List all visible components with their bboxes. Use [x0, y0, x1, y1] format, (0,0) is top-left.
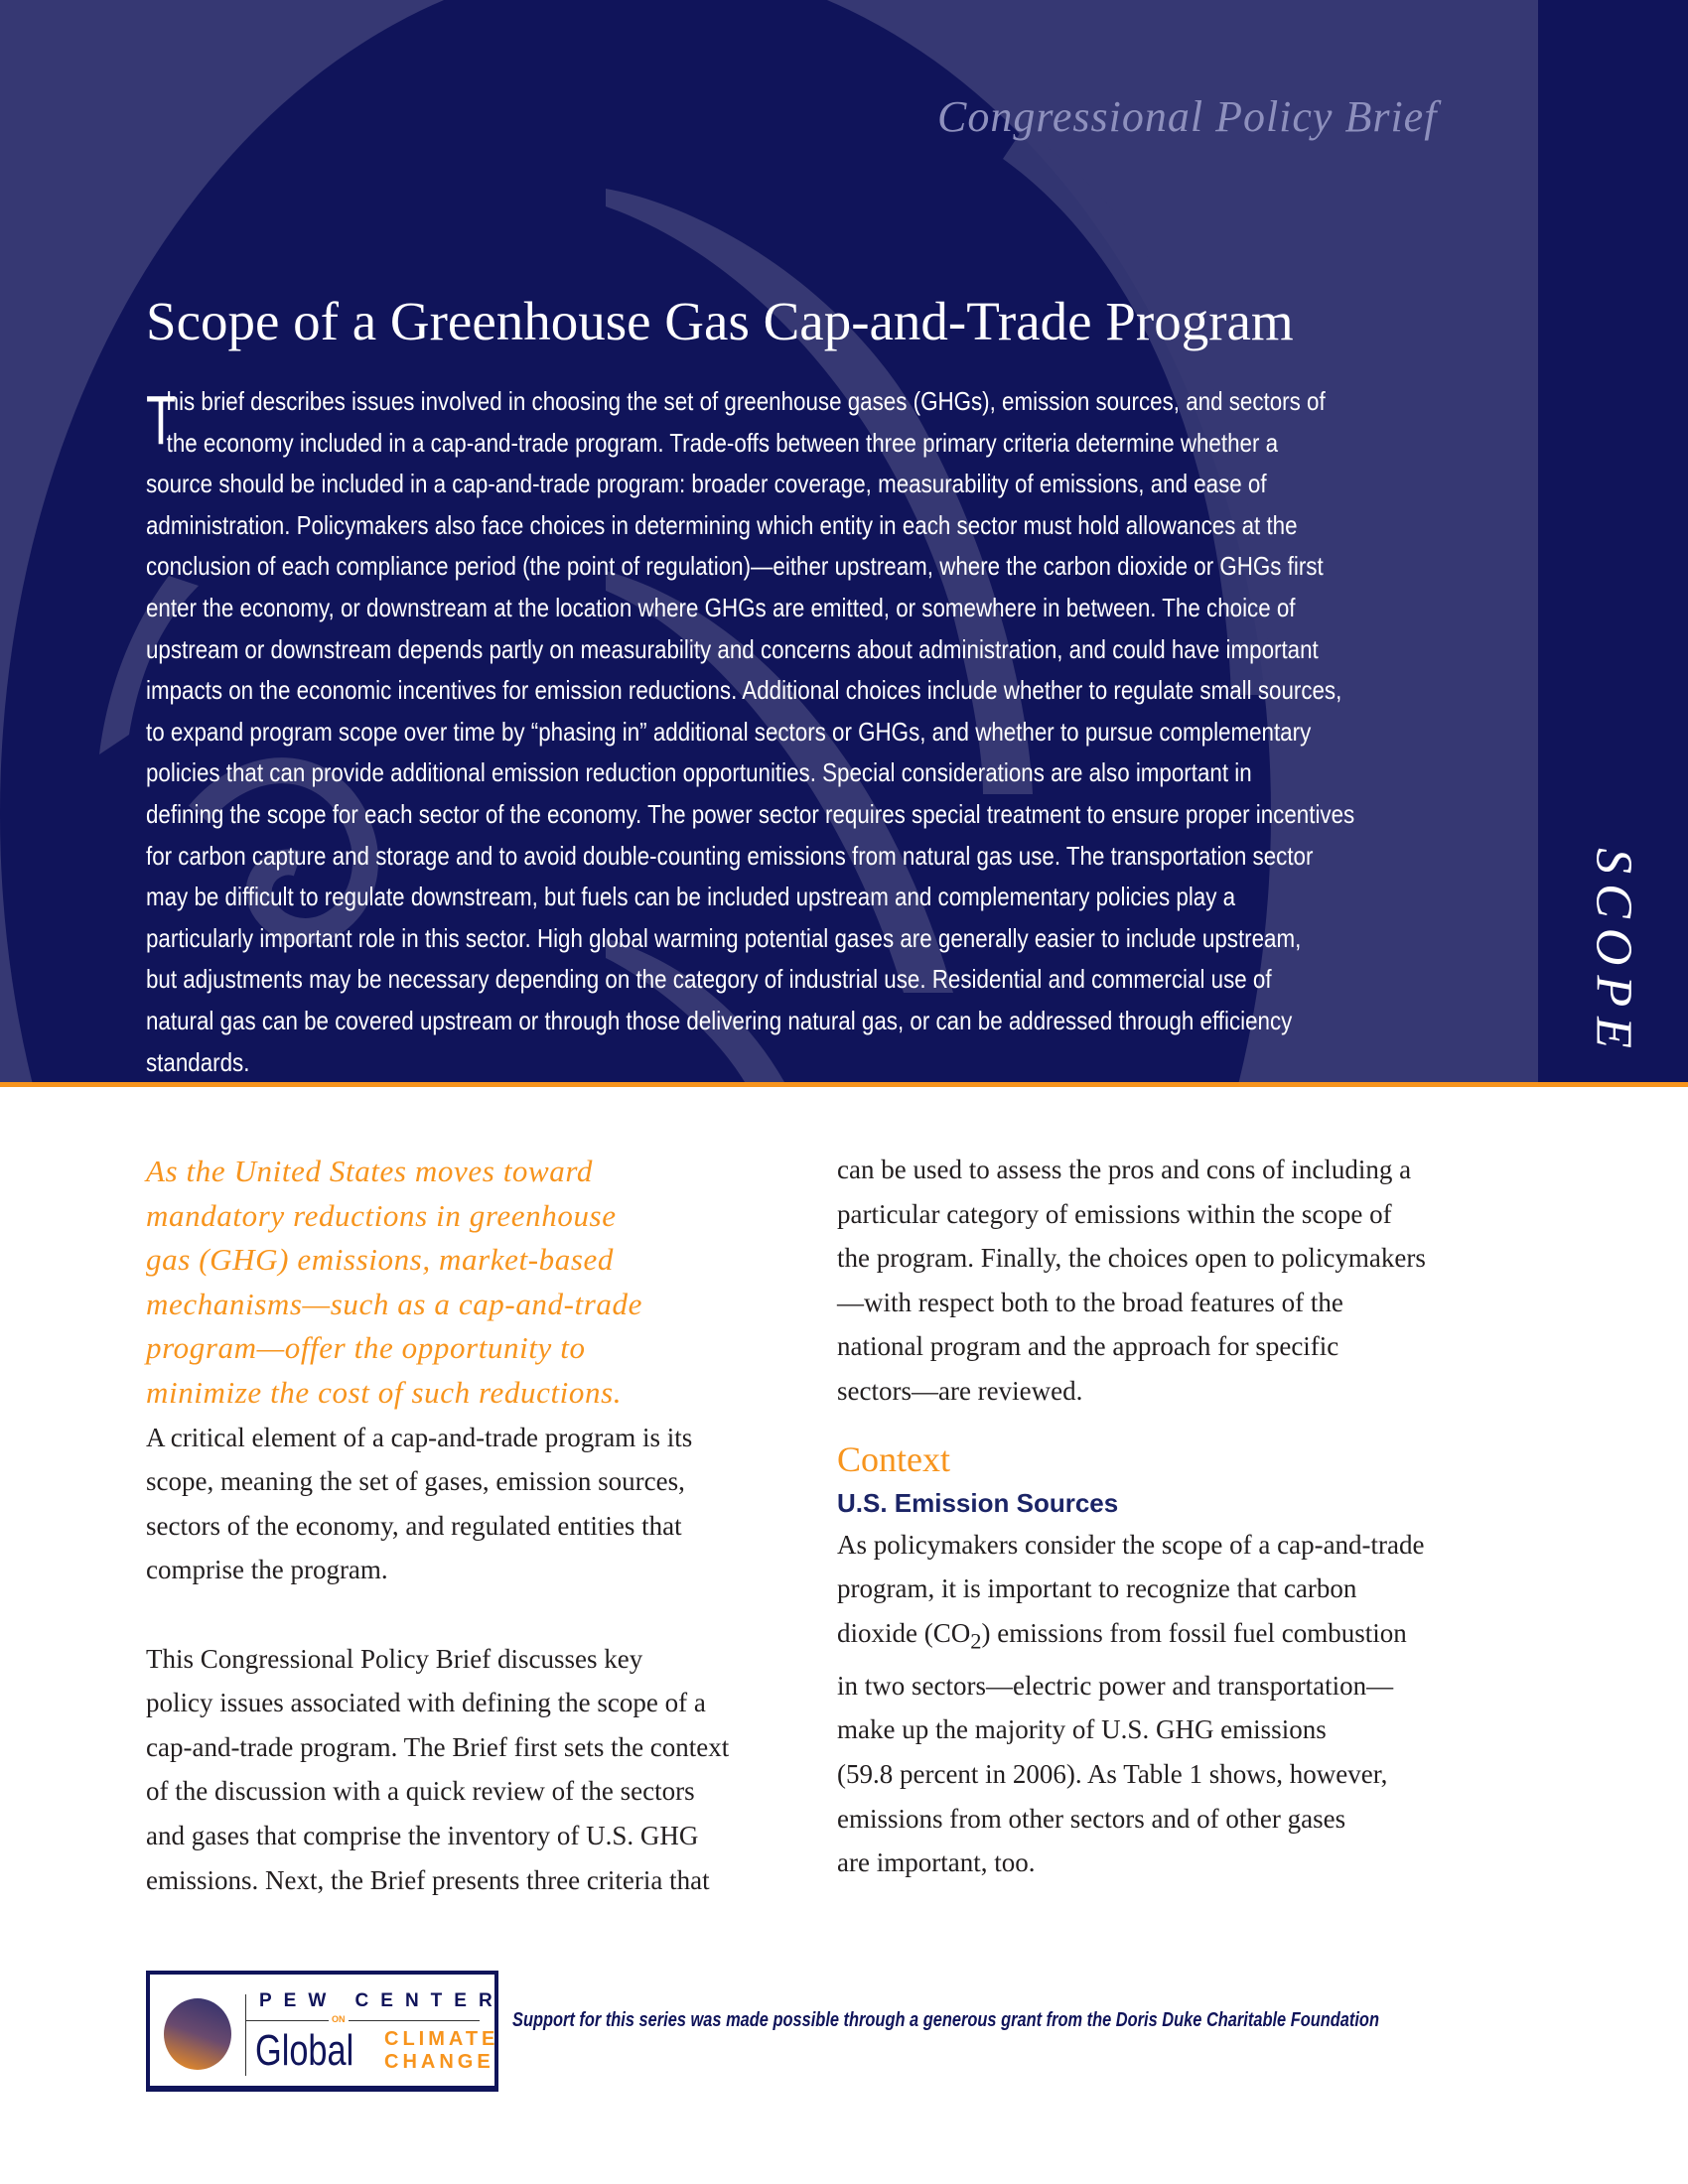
body-line: This Congressional Policy Brief discusses key: [146, 1643, 643, 1674]
body-line: policy issues associated with defining the scope of a: [146, 1688, 706, 1718]
body-paragraph: [146, 1637, 791, 1903]
pull-quote-line: mechanisms—such as a cap-and-trade: [146, 1286, 642, 1321]
logo-text: [384, 2028, 498, 2074]
body-line: emissions from other sectors and of other gases: [837, 1803, 1346, 1834]
summary-line: conclusion of each compliance period (the point of regulation)—either upstream, where the carbon dioxide or GHGs first: [146, 551, 1324, 582]
subscript: 2: [970, 1628, 982, 1654]
header-divider: [0, 1082, 1688, 1087]
summary-paragraph: [146, 381, 1516, 1082]
body-line: scope, meaning the set of gases, emission sources,: [146, 1466, 685, 1497]
logo-text: CHANGE: [384, 2051, 494, 2073]
logo-divider: [245, 2020, 480, 2021]
summary-line: standards.: [146, 1046, 250, 1077]
pull-quote: [146, 1150, 791, 1416]
series-label: Congressional Policy Brief: [937, 92, 1438, 141]
summary-line: particularly important role in this sector. High global warming potential gases are generally easier to include upstream,: [146, 922, 1302, 953]
logo-text: CLIMATE: [384, 2028, 499, 2050]
logo-text: Global: [255, 2026, 354, 2075]
globe-icon: [164, 1998, 231, 2070]
body-line: As policymakers consider the scope of a cap-and-trade: [837, 1529, 1425, 1560]
body-line: the program. Finally, the choices open to policymakers: [837, 1243, 1426, 1274]
pull-quote-line: program—offer the opportunity to: [146, 1330, 586, 1366]
summary-line: to expand program scope over time by “phasing in” additional sectors or GHGs, and whether to pursue complementary: [146, 716, 1312, 747]
summary-line: natural gas can be covered upstream or through those delivering natural gas, or can be addressed through efficiency: [146, 1005, 1293, 1035]
text: ) emissions from fossil fuel combustion: [981, 1617, 1407, 1648]
side-tab-label: SCOPE: [1585, 848, 1642, 1058]
pull-quote-line: mandatory reductions in greenhouse: [146, 1197, 617, 1233]
funding-acknowledgement: Support for this series was made possible through a generous grant from the Doris Duke Charitable Foundation: [512, 2009, 1379, 2031]
side-tab-scope: [1579, 848, 1648, 1058]
section-heading-context: Context: [837, 1438, 950, 1479]
body-line: [837, 1611, 1492, 1664]
header-banner: [0, 0, 1688, 1082]
logo-text: ON: [329, 2014, 349, 2024]
pull-quote-line: minimize the cost of such reductions.: [146, 1374, 623, 1410]
body-line: (59.8 percent in 2006). As Table 1 shows, however,: [837, 1758, 1388, 1789]
text: dioxide (CO: [837, 1617, 971, 1648]
right-column: [837, 1148, 1492, 1885]
body-line: of the discussion with a quick review of the sectors: [146, 1776, 695, 1807]
body-paragraph: [837, 1148, 1492, 1414]
summary-line: may be difficult to regulate downstream, but fuels can be included upstream and complementary policies play a: [146, 882, 1236, 912]
subheading-emission-sources: U.S. Emission Sources: [837, 1487, 1119, 1518]
body-line: emissions. Next, the Brief presents three criteria that: [146, 1864, 710, 1895]
pull-quote-line: As the United States moves toward: [146, 1154, 594, 1188]
body-line: sectors—are reviewed.: [837, 1375, 1083, 1406]
body-line: make up the majority of U.S. GHG emissions: [837, 1714, 1327, 1745]
body-line: cap-and-trade program. The Brief first sets the context: [146, 1731, 730, 1762]
body-line: program, it is important to recognize that carbon: [837, 1573, 1357, 1604]
body-line: in two sectors—electric power and transportation—: [837, 1670, 1394, 1701]
drop-cap: T: [146, 381, 176, 459]
body-line: sectors of the economy, and regulated entities that: [146, 1510, 682, 1541]
body-line: —with respect both to the broad features of the: [837, 1287, 1343, 1317]
body-line: can be used to assess the pros and cons of including a: [837, 1155, 1412, 1184]
summary-line: defining the scope for each sector of the economy. The power sector requires special treatment to ensure proper incentives: [146, 798, 1355, 829]
summary-line: impacts on the economic incentives for emission reductions. Additional choices include whether to regulate small sources,: [146, 675, 1342, 706]
summary-line: administration. Policymakers also face choices in determining which entity in each sector must hold allowances at the: [146, 509, 1298, 540]
left-column: [146, 1150, 791, 1902]
summary-line: enter the economy, or downstream at the location where GHGs are emitted, or somewhere in between. The choice of: [146, 592, 1296, 622]
summary-line: policies that can provide additional emission reduction opportunities. Special considerations are also important in: [146, 757, 1252, 788]
body-paragraph: [146, 1416, 791, 1592]
body-paragraph: [837, 1523, 1492, 1885]
pew-center-logo: [146, 1971, 504, 2092]
summary-line: upstream or downstream depends partly on measurability and concerns about administration, and could have important: [146, 633, 1319, 664]
summary-line: source should be included in a cap-and-trade program: broader coverage, measurability of emissions, and ease of: [146, 469, 1267, 499]
page-title: Scope of a Greenhouse Gas Cap-and-Trade Program: [146, 291, 1294, 351]
body-line: particular category of emissions within the scope of: [837, 1198, 1392, 1229]
summary-line: but adjustments may be necessary depending on the category of industrial use. Residential and commercial use of: [146, 964, 1272, 995]
body-line: A critical element of a cap-and-trade program is its: [146, 1422, 693, 1452]
summary-line: his brief describes issues involved in choosing the set of greenhouse gases (GHGs), emission sources, and sectors of: [166, 386, 1326, 416]
body-line: national program and the approach for specific: [837, 1331, 1339, 1362]
body-line: are important, too.: [837, 1847, 1036, 1878]
summary-line: for carbon capture and storage and to avoid double-counting emissions from natural gas use. The transportation sector: [146, 840, 1314, 871]
body-line: comprise the program.: [146, 1555, 388, 1585]
body-line: and gases that comprise the inventory of U.S. GHG: [146, 1820, 699, 1850]
summary-line: the economy included in a cap-and-trade program. Trade-offs between three primary criteria determine whether a: [166, 427, 1279, 458]
logo-text: PEW CENTER: [259, 1990, 504, 2011]
logo-divider: [245, 1994, 246, 2076]
pull-quote-line: gas (GHG) emissions, market-based: [146, 1242, 614, 1278]
